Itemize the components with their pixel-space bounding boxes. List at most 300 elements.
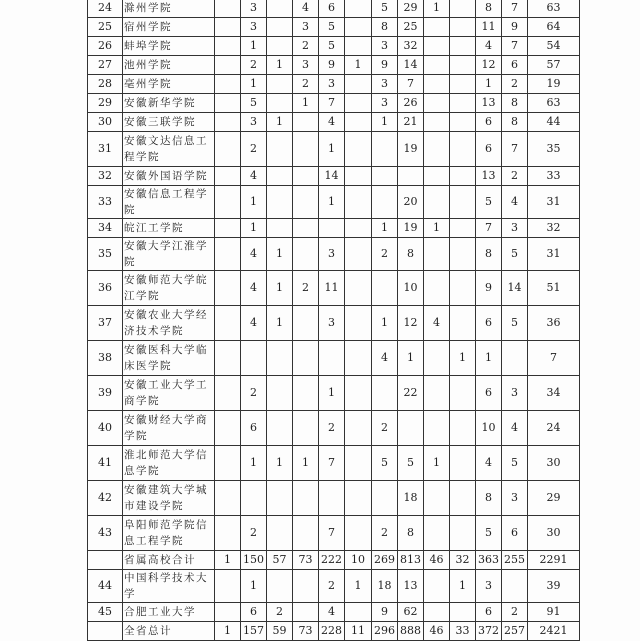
value-cell	[450, 37, 476, 56]
value-cell: 2	[241, 376, 267, 411]
value-cell: 2	[293, 75, 319, 94]
value-cell	[319, 219, 345, 238]
value-cell: 2	[372, 411, 398, 446]
value-cell: 1	[319, 376, 345, 411]
value-cell: 4	[424, 306, 450, 341]
value-cell: 1	[372, 113, 398, 132]
value-cell: 9	[372, 56, 398, 75]
value-cell	[215, 411, 241, 446]
school-name: 安徽三联学院	[123, 113, 215, 132]
value-cell	[267, 94, 293, 113]
value-cell	[293, 186, 319, 219]
value-cell: 8	[372, 18, 398, 37]
value-cell: 4	[372, 341, 398, 376]
value-cell: 6	[476, 603, 502, 622]
value-cell	[215, 132, 241, 167]
value-cell: 2	[372, 238, 398, 271]
school-name: 皖江工学院	[123, 219, 215, 238]
value-cell: 1	[267, 446, 293, 481]
value-cell: 1	[241, 75, 267, 94]
value-cell: 9	[476, 271, 502, 306]
value-cell	[345, 94, 372, 113]
value-cell	[319, 481, 345, 516]
value-cell: 11	[319, 271, 345, 306]
value-cell	[215, 75, 241, 94]
value-cell	[215, 376, 241, 411]
value-cell: 32	[450, 551, 476, 570]
value-cell: 10	[476, 411, 502, 446]
value-cell: 7	[319, 446, 345, 481]
value-cell	[450, 481, 476, 516]
value-cell	[345, 516, 372, 551]
school-name: 合肥工业大学	[123, 603, 215, 622]
value-cell	[424, 603, 450, 622]
value-cell	[293, 411, 319, 446]
value-cell	[319, 341, 345, 376]
value-cell: 1	[424, 0, 450, 18]
value-cell	[450, 516, 476, 551]
value-cell	[398, 167, 424, 186]
value-cell: 21	[398, 113, 424, 132]
statistics-table	[87, 0, 580, 641]
school-name: 安徽新华学院	[123, 94, 215, 113]
value-cell: 7	[502, 0, 528, 18]
value-cell: 2	[372, 516, 398, 551]
value-cell: 57	[528, 56, 580, 75]
value-cell: 1	[293, 94, 319, 113]
value-cell: 1	[267, 113, 293, 132]
value-cell	[215, 56, 241, 75]
value-cell	[267, 0, 293, 18]
value-cell	[267, 167, 293, 186]
school-name: 安徽建筑大学城市建设学院	[123, 481, 215, 516]
value-cell	[424, 18, 450, 37]
school-name: 池州学院	[123, 56, 215, 75]
value-cell: 2	[319, 411, 345, 446]
value-cell	[372, 376, 398, 411]
value-cell	[345, 132, 372, 167]
school-name: 省属高校合计	[123, 551, 215, 570]
value-cell: 4	[241, 238, 267, 271]
value-cell: 8	[398, 238, 424, 271]
value-cell	[267, 341, 293, 376]
value-cell: 5	[476, 516, 502, 551]
value-cell: 62	[398, 603, 424, 622]
value-cell: 1	[241, 570, 267, 603]
value-cell: 150	[241, 551, 267, 570]
value-cell: 3	[319, 238, 345, 271]
table-row	[88, 132, 580, 167]
value-cell: 2	[293, 271, 319, 306]
value-cell	[293, 341, 319, 376]
school-name: 安徽医科大学临床医学院	[123, 341, 215, 376]
value-cell: 5	[502, 306, 528, 341]
value-cell: 372	[476, 622, 502, 641]
value-cell: 813	[398, 551, 424, 570]
row-number: 42	[88, 481, 123, 516]
table-row	[88, 219, 580, 238]
value-cell	[345, 113, 372, 132]
school-name: 宿州学院	[123, 18, 215, 37]
value-cell: 51	[528, 271, 580, 306]
value-cell: 3	[372, 75, 398, 94]
value-cell: 3	[502, 376, 528, 411]
value-cell	[345, 271, 372, 306]
row-number: 36	[88, 271, 123, 306]
value-cell: 5	[476, 186, 502, 219]
school-name: 亳州学院	[123, 75, 215, 94]
table-row	[88, 376, 580, 411]
value-cell: 19	[398, 132, 424, 167]
value-cell	[345, 167, 372, 186]
value-cell	[215, 306, 241, 341]
value-cell: 59	[267, 622, 293, 641]
value-cell: 1	[319, 186, 345, 219]
value-cell: 5	[319, 37, 345, 56]
school-name: 蚌埠学院	[123, 37, 215, 56]
value-cell: 7	[398, 75, 424, 94]
value-cell: 3	[293, 18, 319, 37]
value-cell	[267, 132, 293, 167]
value-cell: 5	[241, 94, 267, 113]
school-name: 阜阳师范学院信息工程学院	[123, 516, 215, 551]
value-cell	[267, 18, 293, 37]
value-cell	[293, 516, 319, 551]
value-cell: 44	[528, 113, 580, 132]
value-cell: 35	[528, 132, 580, 167]
table-row	[88, 18, 580, 37]
value-cell	[215, 0, 241, 18]
value-cell: 2421	[528, 622, 580, 641]
table-row	[88, 306, 580, 341]
value-cell	[267, 75, 293, 94]
value-cell	[215, 446, 241, 481]
table-row	[88, 341, 580, 376]
value-cell: 2	[502, 75, 528, 94]
value-cell: 18	[372, 570, 398, 603]
value-cell	[345, 0, 372, 18]
table-row	[88, 516, 580, 551]
value-cell	[215, 238, 241, 271]
value-cell	[372, 271, 398, 306]
value-cell: 4	[241, 167, 267, 186]
value-cell	[345, 481, 372, 516]
row-number: 40	[88, 411, 123, 446]
school-name: 安徽大学江淮学院	[123, 238, 215, 271]
value-cell: 8	[398, 516, 424, 551]
value-cell	[293, 376, 319, 411]
value-cell: 1	[450, 570, 476, 603]
value-cell	[450, 113, 476, 132]
row-number: 28	[88, 75, 123, 94]
school-name: 安徽工业大学工商学院	[123, 376, 215, 411]
value-cell: 46	[424, 551, 450, 570]
value-cell: 30	[528, 446, 580, 481]
row-number: 45	[88, 603, 123, 622]
value-cell: 3	[319, 75, 345, 94]
value-cell: 1	[267, 238, 293, 271]
value-cell	[450, 186, 476, 219]
value-cell	[345, 219, 372, 238]
school-name: 全省总计	[123, 622, 215, 641]
value-cell: 2	[502, 167, 528, 186]
row-number: 34	[88, 219, 123, 238]
value-cell: 63	[528, 94, 580, 113]
value-cell: 3	[502, 219, 528, 238]
value-cell: 7	[502, 37, 528, 56]
value-cell	[424, 516, 450, 551]
value-cell	[267, 516, 293, 551]
value-cell: 255	[502, 551, 528, 570]
value-cell	[372, 481, 398, 516]
value-cell: 3	[293, 56, 319, 75]
row-number	[88, 551, 123, 570]
value-cell: 3	[502, 481, 528, 516]
value-cell: 257	[502, 622, 528, 641]
value-cell: 73	[293, 551, 319, 570]
value-cell: 3	[372, 94, 398, 113]
value-cell	[345, 411, 372, 446]
value-cell: 31	[528, 238, 580, 271]
value-cell: 5	[502, 446, 528, 481]
value-cell: 33	[528, 167, 580, 186]
value-cell: 1	[241, 219, 267, 238]
value-cell	[267, 219, 293, 238]
value-cell: 22	[398, 376, 424, 411]
value-cell: 888	[398, 622, 424, 641]
value-cell: 7	[502, 132, 528, 167]
value-cell	[424, 132, 450, 167]
value-cell: 1	[345, 570, 372, 603]
value-cell: 4	[476, 37, 502, 56]
value-cell	[215, 167, 241, 186]
value-cell: 25	[398, 18, 424, 37]
value-cell	[267, 411, 293, 446]
row-number: 38	[88, 341, 123, 376]
table-row	[88, 603, 580, 622]
value-cell	[424, 75, 450, 94]
value-cell	[293, 132, 319, 167]
value-cell: 9	[372, 603, 398, 622]
value-cell: 1	[267, 271, 293, 306]
value-cell: 33	[450, 622, 476, 641]
value-cell	[215, 219, 241, 238]
value-cell	[345, 306, 372, 341]
value-cell	[450, 603, 476, 622]
school-name: 安徽文达信息工程学院	[123, 132, 215, 167]
value-cell: 3	[241, 0, 267, 18]
value-cell: 6	[476, 306, 502, 341]
value-cell: 36	[528, 306, 580, 341]
value-cell: 8	[502, 113, 528, 132]
value-cell: 2291	[528, 551, 580, 570]
value-cell	[293, 219, 319, 238]
table-row	[88, 271, 580, 306]
value-cell: 10	[345, 551, 372, 570]
value-cell	[450, 219, 476, 238]
value-cell: 1	[424, 219, 450, 238]
value-cell: 3	[372, 37, 398, 56]
value-cell	[345, 18, 372, 37]
value-cell	[267, 481, 293, 516]
value-cell	[215, 481, 241, 516]
value-cell: 1	[372, 219, 398, 238]
value-cell: 5	[372, 446, 398, 481]
value-cell: 13	[398, 570, 424, 603]
value-cell: 5	[398, 446, 424, 481]
value-cell: 13	[476, 94, 502, 113]
table-row	[88, 113, 580, 132]
value-cell	[293, 167, 319, 186]
value-cell: 13	[476, 167, 502, 186]
value-cell: 8	[476, 0, 502, 18]
value-cell	[345, 186, 372, 219]
value-cell	[424, 167, 450, 186]
value-cell	[345, 446, 372, 481]
value-cell: 1	[241, 37, 267, 56]
value-cell	[241, 481, 267, 516]
value-cell: 4	[476, 446, 502, 481]
value-cell: 26	[398, 94, 424, 113]
value-cell	[215, 271, 241, 306]
row-number: 39	[88, 376, 123, 411]
value-cell	[450, 238, 476, 271]
row-number: 29	[88, 94, 123, 113]
value-cell: 30	[528, 516, 580, 551]
school-name: 安徽师范大学皖江学院	[123, 271, 215, 306]
value-cell: 1	[241, 186, 267, 219]
value-cell	[267, 37, 293, 56]
value-cell	[450, 271, 476, 306]
value-cell: 4	[241, 271, 267, 306]
value-cell	[372, 132, 398, 167]
value-cell	[293, 306, 319, 341]
value-cell: 32	[398, 37, 424, 56]
value-cell	[215, 94, 241, 113]
value-cell	[424, 113, 450, 132]
value-cell	[345, 75, 372, 94]
value-cell	[450, 94, 476, 113]
row-number	[88, 622, 123, 641]
school-name: 安徽信息工程学院	[123, 186, 215, 219]
value-cell: 8	[476, 238, 502, 271]
value-cell	[424, 56, 450, 75]
school-name: 安徽农业大学经济技术学院	[123, 306, 215, 341]
value-cell: 4	[293, 0, 319, 18]
value-cell: 1	[372, 306, 398, 341]
value-cell: 2	[241, 516, 267, 551]
value-cell: 6	[476, 376, 502, 411]
value-cell	[215, 341, 241, 376]
value-cell	[424, 376, 450, 411]
value-cell	[215, 516, 241, 551]
value-cell: 57	[267, 551, 293, 570]
table-row	[88, 238, 580, 271]
table-row	[88, 446, 580, 481]
value-cell	[424, 271, 450, 306]
value-cell	[424, 570, 450, 603]
value-cell: 3	[241, 18, 267, 37]
value-cell: 31	[528, 186, 580, 219]
value-cell: 5	[319, 18, 345, 37]
value-cell: 9	[319, 56, 345, 75]
row-number: 31	[88, 132, 123, 167]
value-cell	[398, 411, 424, 446]
value-cell	[215, 570, 241, 603]
value-cell	[241, 341, 267, 376]
value-cell: 11	[345, 622, 372, 641]
value-cell: 12	[476, 56, 502, 75]
value-cell: 14	[398, 56, 424, 75]
table-row	[88, 481, 580, 516]
value-cell: 18	[398, 481, 424, 516]
value-cell: 1	[215, 551, 241, 570]
value-cell: 64	[528, 18, 580, 37]
value-cell: 296	[372, 622, 398, 641]
value-cell	[293, 603, 319, 622]
row-number: 24	[88, 0, 123, 18]
value-cell: 4	[502, 186, 528, 219]
value-cell: 2	[267, 603, 293, 622]
row-number: 44	[88, 570, 123, 603]
value-cell: 7	[319, 94, 345, 113]
value-cell	[424, 411, 450, 446]
value-cell: 7	[319, 516, 345, 551]
table-row	[88, 56, 580, 75]
value-cell: 3	[241, 113, 267, 132]
value-cell: 2	[241, 132, 267, 167]
value-cell: 6	[319, 0, 345, 18]
value-cell: 6	[476, 113, 502, 132]
table-row	[88, 0, 580, 18]
row-number: 43	[88, 516, 123, 551]
school-name: 安徽财经大学商学院	[123, 411, 215, 446]
value-cell: 1	[215, 622, 241, 641]
value-cell	[450, 75, 476, 94]
value-cell: 14	[502, 271, 528, 306]
value-cell: 34	[528, 376, 580, 411]
table-row	[88, 570, 580, 603]
value-cell: 2	[293, 37, 319, 56]
value-cell: 73	[293, 622, 319, 641]
value-cell: 6	[502, 56, 528, 75]
value-cell: 1	[267, 306, 293, 341]
value-cell: 6	[241, 603, 267, 622]
table-row	[88, 622, 580, 641]
table-row	[88, 186, 580, 219]
table-row	[88, 167, 580, 186]
value-cell: 2	[241, 56, 267, 75]
value-cell: 29	[398, 0, 424, 18]
value-cell: 11	[476, 18, 502, 37]
value-cell	[215, 603, 241, 622]
value-cell	[450, 56, 476, 75]
value-cell	[424, 37, 450, 56]
value-cell: 4	[241, 306, 267, 341]
school-name: 中国科学技术大学	[123, 570, 215, 603]
row-number: 32	[88, 167, 123, 186]
value-cell: 6	[502, 516, 528, 551]
value-cell: 7	[476, 219, 502, 238]
value-cell: 228	[319, 622, 345, 641]
value-cell: 54	[528, 37, 580, 56]
value-cell: 4	[319, 603, 345, 622]
value-cell	[450, 18, 476, 37]
value-cell: 1	[398, 341, 424, 376]
value-cell: 29	[528, 481, 580, 516]
table-row	[88, 37, 580, 56]
value-cell: 1	[450, 341, 476, 376]
